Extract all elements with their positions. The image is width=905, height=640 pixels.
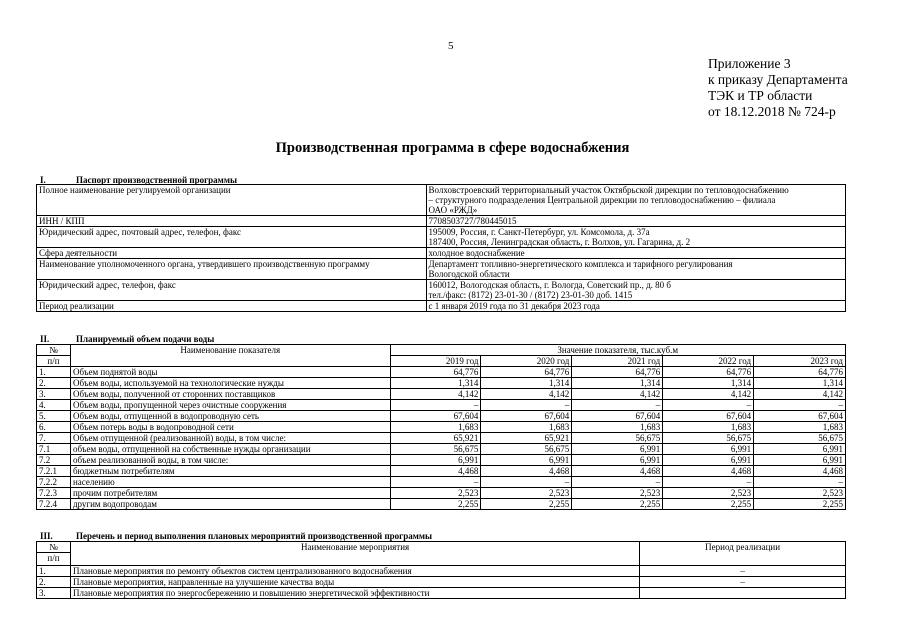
row-number: 3. <box>37 588 71 599</box>
indicator-value: 67,604 <box>390 411 481 422</box>
passport-value-line: 195009, Россия, г. Санкт-Петербург, ул. Комсомола, д. 37а <box>428 227 650 237</box>
year-header: 2019 год <box>390 356 481 367</box>
passport-value <box>426 248 846 259</box>
indicator-value: 64,776 <box>572 367 663 378</box>
row-number: 2. <box>37 577 71 588</box>
indicator-value: 64,776 <box>481 367 572 378</box>
col-name-header: Наименование показателя <box>70 345 390 367</box>
indicator-value: 56,675 <box>663 433 754 444</box>
indicator-value: – <box>754 400 846 411</box>
table-row <box>37 499 846 510</box>
indicator-value: 65,921 <box>481 433 572 444</box>
passport-label: ИНН / КПП <box>37 216 427 227</box>
indicator-value: 67,604 <box>481 411 572 422</box>
indicator-value: 1,683 <box>663 422 754 433</box>
passport-label: Период реализации <box>37 301 427 312</box>
passport-row <box>37 216 846 227</box>
table-row <box>37 444 846 455</box>
page-number: 5 <box>448 40 454 52</box>
indicator-value: 56,675 <box>572 433 663 444</box>
indicator-value: 67,604 <box>663 411 754 422</box>
indicator-value: 2,523 <box>663 488 754 499</box>
passport-row <box>37 259 846 280</box>
passport-table <box>36 184 846 312</box>
passport-value <box>426 301 846 312</box>
indicator-value: 1,314 <box>481 378 572 389</box>
row-number: 2. <box>37 378 71 389</box>
passport-value <box>426 259 846 280</box>
indicator-value: 2,523 <box>390 488 481 499</box>
appendix-line: к приказу Департамента <box>708 72 848 87</box>
passport-value-line: тел./факс: (8172) 23-01-30 / (8172) 23-01-30 доб. 1415 <box>428 290 633 300</box>
indicator-value: 2,523 <box>754 488 846 499</box>
measure-period: – <box>640 577 846 588</box>
indicator-value: – <box>481 400 572 411</box>
passport-value-line: 187400, Россия, Ленинградская область, г. Волхов, ул. Гагарина, д. 2 <box>428 237 691 247</box>
indicator-name: Объем воды, отпущенной в водопроводную сеть <box>70 411 390 422</box>
section-2-heading <box>36 334 214 344</box>
passport-value-line: Волховстроевский территориальный участок Октябрьской дирекции по тепловодоснабжению <box>428 185 789 195</box>
indicator-value: 1,683 <box>481 422 572 433</box>
appendix-line: от 18.12.2018 № 724-р <box>708 104 836 119</box>
table-row <box>37 488 846 499</box>
year-header: 2023 год <box>754 356 846 367</box>
indicator-name: Объем воды, пропущенной через очистные сооружения <box>70 400 390 411</box>
table-row <box>37 367 846 378</box>
table-row <box>37 378 846 389</box>
col-values-header: Значение показателя, тыс.куб.м <box>390 345 845 356</box>
year-header: 2021 год <box>572 356 663 367</box>
measure-name: Плановые мероприятия по ремонту объектов систем централизованного водоснабжения <box>70 566 639 577</box>
indicator-value: – <box>572 477 663 488</box>
indicator-value: 4,468 <box>481 466 572 477</box>
indicator-value: 4,468 <box>663 466 754 477</box>
row-number: 7.2.1 <box>37 466 71 477</box>
passport-label: Сфера деятельности <box>37 248 427 259</box>
indicator-value: 1,314 <box>754 378 846 389</box>
row-number: 7.2 <box>37 455 71 466</box>
section-number: I. <box>40 175 46 185</box>
indicator-value: 6,991 <box>572 455 663 466</box>
indicator-value: – <box>481 477 572 488</box>
indicator-name: населению <box>70 477 390 488</box>
row-number: 1. <box>37 367 71 378</box>
row-number: 7.1 <box>37 444 71 455</box>
passport-row <box>37 227 846 248</box>
indicator-name: бюджетным потребителям <box>70 466 390 477</box>
table-row <box>37 466 846 477</box>
indicator-name: объем воды, отпущенной на собственные нужды организации <box>70 444 390 455</box>
passport-value-line: 160012, Вологодская область, г. Вологда, Советский пр., д. 80 б <box>428 280 671 290</box>
appendix-block <box>708 56 848 120</box>
col-period-header: Период реализации <box>640 542 846 566</box>
row-number: 7.2.2 <box>37 477 71 488</box>
appendix-line: ТЭК и ТР области <box>708 88 813 103</box>
indicator-name: Объем воды, полученной от сторонних поставщиков <box>70 389 390 400</box>
measure-name: Плановые мероприятия, направленные на улучшение качества воды <box>70 577 639 588</box>
appendix-line: Приложение 3 <box>708 56 791 71</box>
indicator-value: 4,468 <box>390 466 481 477</box>
indicator-value: 1,314 <box>572 378 663 389</box>
indicator-value: 56,675 <box>754 433 846 444</box>
table-row <box>37 422 846 433</box>
indicator-name: объем реализованной воды, в том числе: <box>70 455 390 466</box>
section-number: II. <box>40 334 50 344</box>
indicator-value: 1,683 <box>572 422 663 433</box>
col-num-header-2: п/п <box>37 553 71 566</box>
year-header: 2022 год <box>663 356 754 367</box>
indicator-value: 64,776 <box>390 367 481 378</box>
passport-value-line: с 1 января 2019 года по 31 декабря 2023 года <box>428 301 600 311</box>
passport-label: Юридический адрес, почтовый адрес, телефон, факс <box>37 227 427 248</box>
passport-value-line: Департамент топливно-энергетического комплекса и тарифного регулирования <box>428 259 733 269</box>
indicator-value: 6,991 <box>663 455 754 466</box>
section-3-heading <box>36 531 432 541</box>
passport-value-line: ОАО «РЖД» <box>428 205 478 215</box>
indicator-value: 1,314 <box>663 378 754 389</box>
section-number: III. <box>40 531 53 541</box>
indicator-value: 4,468 <box>572 466 663 477</box>
indicator-value: 4,142 <box>390 389 481 400</box>
row-number: 7.2.4 <box>37 499 71 510</box>
indicator-value: 6,991 <box>663 444 754 455</box>
indicator-value: 65,921 <box>390 433 481 444</box>
indicator-value: – <box>663 477 754 488</box>
indicator-value: 6,991 <box>754 444 846 455</box>
indicator-value: 64,776 <box>754 367 846 378</box>
indicator-value: – <box>390 400 481 411</box>
passport-value-line: 7708503727/780445015 <box>428 216 517 226</box>
indicator-value: 1,683 <box>390 422 481 433</box>
indicator-value: 2,255 <box>572 499 663 510</box>
indicator-value: – <box>663 400 754 411</box>
passport-row <box>37 185 846 216</box>
indicator-value: 1,314 <box>390 378 481 389</box>
row-number: 3. <box>37 389 71 400</box>
indicator-value: 4,142 <box>754 389 846 400</box>
row-number: 6. <box>37 422 71 433</box>
table-row <box>37 389 846 400</box>
water-volume-table <box>36 344 846 510</box>
passport-row <box>37 248 846 259</box>
indicator-value: 64,776 <box>663 367 754 378</box>
passport-value <box>426 216 846 227</box>
indicator-value: 6,991 <box>481 455 572 466</box>
indicator-name: другим водопроводам <box>70 499 390 510</box>
indicator-name: Объем потерь воды в водопроводной сети <box>70 422 390 433</box>
col-num-header: № <box>37 542 71 553</box>
passport-value-line: холодное водоснабжение <box>428 248 525 258</box>
row-number: 7.2.3 <box>37 488 71 499</box>
indicator-value: 2,255 <box>390 499 481 510</box>
indicator-value: – <box>754 477 846 488</box>
table-row <box>37 477 846 488</box>
passport-value <box>426 227 846 248</box>
row-number: 5. <box>37 411 71 422</box>
table-row <box>37 577 846 588</box>
passport-value-line: – структурного подразделения Центральной дирекции по тепловодоснабжению – филиала <box>428 195 776 205</box>
passport-row <box>37 301 846 312</box>
measure-name: Плановые мероприятия по энергосбережению и повышению энергетической эффективности <box>70 588 639 599</box>
passport-row <box>37 280 846 301</box>
indicator-value: 2,523 <box>481 488 572 499</box>
indicator-value: 6,991 <box>390 455 481 466</box>
table-row <box>37 433 846 444</box>
row-number: 7. <box>37 433 71 444</box>
measure-period <box>640 588 846 599</box>
indicator-value: 67,604 <box>754 411 846 422</box>
indicator-value: 6,991 <box>572 444 663 455</box>
indicator-name: Объем воды, используемой на технологические нужды <box>70 378 390 389</box>
passport-value <box>426 185 846 216</box>
passport-value <box>426 280 846 301</box>
col-num-header: № <box>37 345 71 356</box>
indicator-value: 67,604 <box>572 411 663 422</box>
indicator-value: 4,468 <box>754 466 846 477</box>
section-title: Паспорт производственной программы <box>76 175 237 185</box>
row-number: 1. <box>37 566 71 577</box>
indicator-value: 6,991 <box>754 455 846 466</box>
table-row <box>37 566 846 577</box>
indicator-value: 2,255 <box>663 499 754 510</box>
passport-label: Наименование уполномоченного органа, утвердившего производственную программу <box>37 259 427 280</box>
indicator-value: 2,255 <box>481 499 572 510</box>
indicator-value: 4,142 <box>572 389 663 400</box>
table-row <box>37 588 846 599</box>
indicator-value: 2,255 <box>754 499 846 510</box>
indicator-value: 4,142 <box>663 389 754 400</box>
section-title: Перечень и период выполнения плановых мероприятий производственной программы <box>76 531 433 541</box>
table-row <box>37 411 846 422</box>
passport-label: Полное наименование регулируемой организации <box>37 185 427 216</box>
indicator-value: 4,142 <box>481 389 572 400</box>
indicator-value: – <box>390 477 481 488</box>
indicator-name: Объем отпущенной (реализованной) воды, в том числе: <box>70 433 390 444</box>
row-number: 4. <box>37 400 71 411</box>
indicator-value: 2,523 <box>572 488 663 499</box>
indicator-name: Объем поднятой воды <box>70 367 390 378</box>
document-title: Производственная программа в сфере водоснабжения <box>275 140 630 156</box>
indicator-value: 1,683 <box>754 422 846 433</box>
year-header: 2020 год <box>481 356 572 367</box>
indicator-value: 56,675 <box>390 444 481 455</box>
indicator-value: 56,675 <box>481 444 572 455</box>
measures-table <box>36 541 846 599</box>
passport-label: Юридический адрес, телефон, факс <box>37 280 427 301</box>
section-title: Планируемый объем подачи воды <box>76 334 215 344</box>
passport-value-line: Вологодской области <box>428 269 510 279</box>
indicator-value: – <box>572 400 663 411</box>
table-row <box>37 455 846 466</box>
col-measure-header: Наименование мероприятия <box>70 542 639 566</box>
indicator-name: прочим потребителям <box>70 488 390 499</box>
measure-period: – <box>640 566 846 577</box>
col-num-header-2: п/п <box>37 356 71 367</box>
table-row <box>37 400 846 411</box>
